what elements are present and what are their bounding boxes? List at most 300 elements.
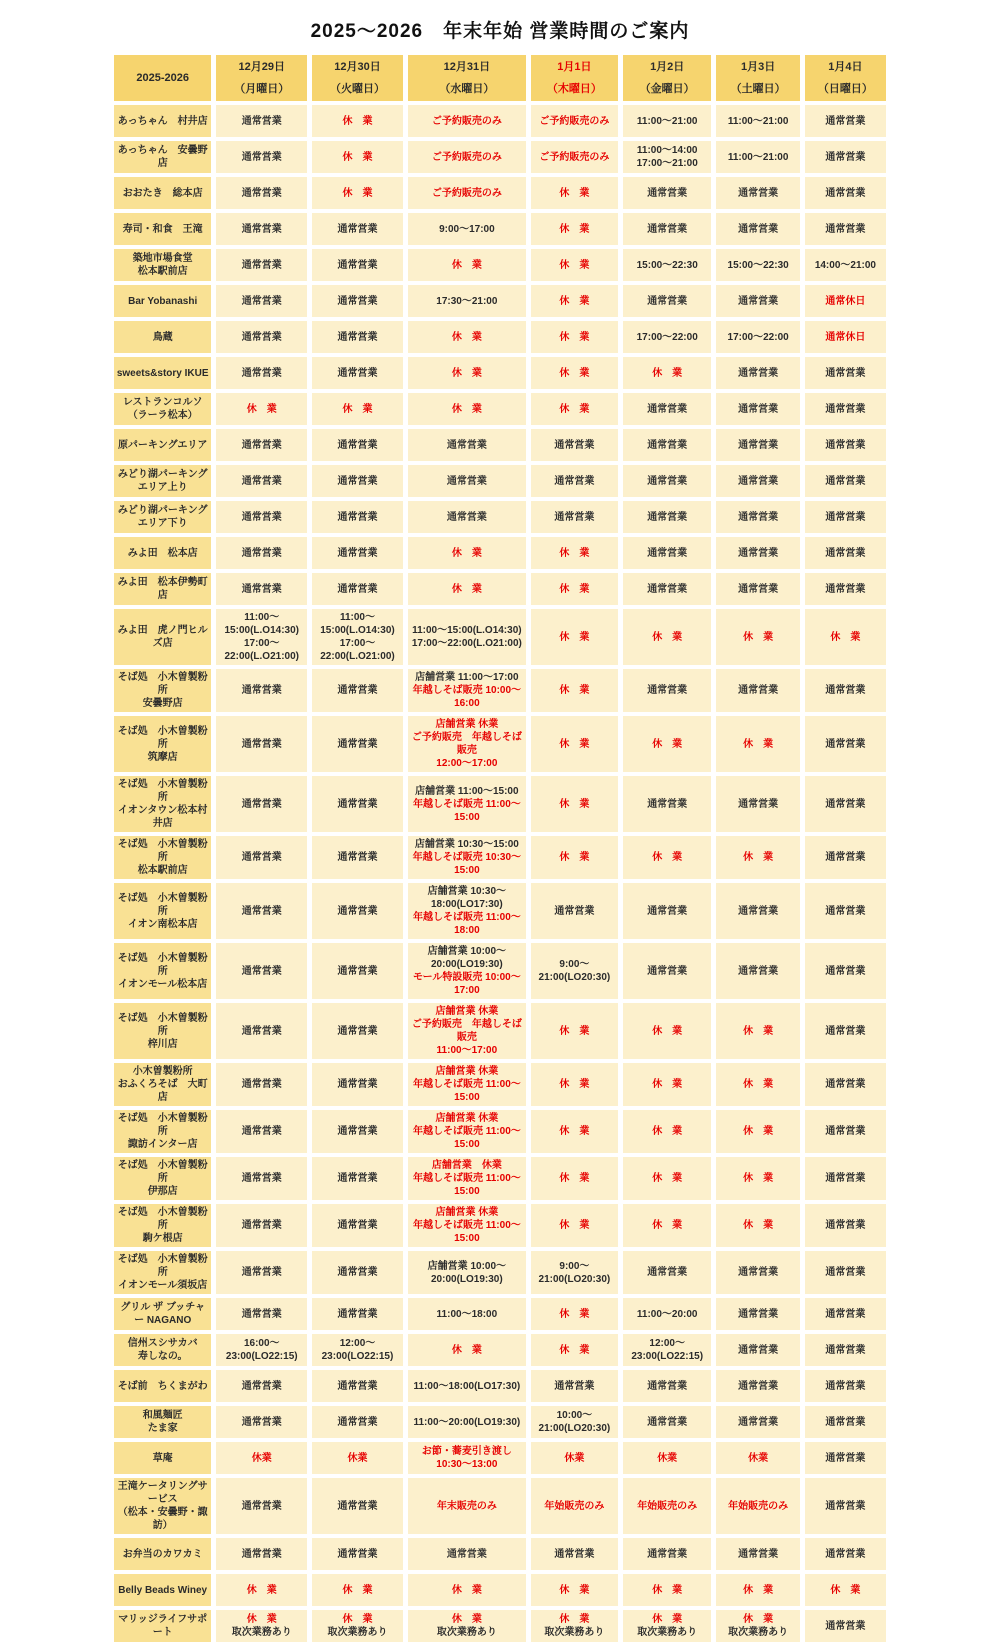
schedule-cell [531, 609, 618, 665]
cell-line: 休 業 [559, 187, 590, 199]
table-row [114, 836, 886, 879]
store-name-cell [114, 1574, 211, 1606]
cell-line: 年越しそば販売 11:00〜15:00 [412, 798, 521, 823]
schedule-cell [716, 1157, 799, 1200]
schedule-cell [312, 883, 403, 939]
schedule-cell [716, 776, 799, 832]
store-name-line: 安曇野店 [142, 698, 183, 709]
cell-line: 通常営業 [241, 798, 282, 810]
cell-line: 休 業 [559, 1584, 590, 1596]
schedule-cell [216, 1157, 307, 1200]
store-name-line: みよ田 松本店 [127, 547, 198, 559]
cell-line: 年越しそば販売 11:00〜15:00 [412, 1220, 521, 1244]
cell-line: 通常営業 [825, 475, 866, 487]
cell-line: 通常営業 [337, 1079, 378, 1090]
schedule-cell [408, 1538, 526, 1570]
schedule-cell [805, 1003, 886, 1059]
table-row [114, 943, 886, 999]
cell-line: 店舗営業 10:00〜20:00(LO19:30) [427, 1260, 507, 1285]
date-header-cell [805, 55, 886, 101]
cell-line: 通常営業 [337, 583, 378, 595]
schedule-cell [408, 1478, 526, 1534]
cell-line: 休 業 [342, 1614, 373, 1625]
cell-line: 通常営業 [647, 965, 688, 977]
schedule-cell [216, 1334, 307, 1366]
store-name-line: （ラーラ松本） [127, 410, 198, 421]
schedule-cell [216, 1442, 307, 1474]
store-name-cell [114, 669, 211, 712]
schedule-cell [216, 213, 307, 245]
cell-line: 休 業 [743, 1614, 774, 1625]
store-name-cell [114, 213, 211, 245]
store-name-cell [114, 1370, 211, 1402]
schedule-cell [312, 429, 403, 461]
schedule-cell [216, 1204, 307, 1247]
cell-line: 休 業 [559, 1344, 590, 1356]
schedule-cell [312, 285, 403, 317]
cell-line: 11:00〜21:00 [636, 115, 698, 127]
schedule-cell [623, 1538, 712, 1570]
schedule-cell [312, 1157, 403, 1200]
cell-line: 通常営業 [241, 1500, 282, 1512]
store-name-line: そば処 小木曽製粉所 [117, 672, 208, 696]
schedule-cell [805, 943, 886, 999]
store-name-line: 草庵 [152, 1452, 173, 1464]
cell-line: 11:00〜20:00 [636, 1308, 698, 1320]
cell-line: モール特設販売 10:00〜17:00 [412, 972, 521, 996]
header-date: 12月29日 [238, 61, 285, 74]
schedule-cell [716, 573, 799, 605]
schedule-cell [805, 573, 886, 605]
schedule-cell [312, 573, 403, 605]
cell-line: 11:00〜14:00 [636, 145, 698, 156]
store-name-cell [114, 716, 211, 772]
header-weekday: （月曜日） [234, 82, 290, 95]
cell-line: 通常営業 [647, 403, 688, 415]
store-name-cell [114, 465, 211, 497]
schedule-cell [623, 716, 712, 772]
cell-line: 通常営業 [241, 965, 282, 977]
cell-line: 通常営業 [337, 1308, 378, 1320]
cell-line: 店舗営業 休業 [435, 1113, 499, 1124]
cell-line: 通常営業 [241, 295, 282, 307]
schedule-cell [216, 1406, 307, 1438]
schedule-cell [216, 1003, 307, 1059]
store-name-line: みよ田 松本伊勢町店 [117, 577, 208, 601]
schedule-cell [408, 573, 526, 605]
store-name-cell [114, 357, 211, 389]
store-name-line: そば処 小木曽製粉所 [117, 725, 208, 750]
schedule-cell [531, 716, 618, 772]
schedule-cell [716, 883, 799, 939]
cell-line: 通常営業 [738, 547, 779, 559]
cell-line: 通常営業 [337, 367, 378, 379]
cell-line: 休 業 [559, 631, 590, 643]
cell-line: 休 業 [743, 738, 774, 750]
cell-line: 休 業 [451, 583, 482, 595]
cell-line: 通常営業 [825, 1220, 866, 1231]
table-header [114, 55, 886, 101]
cell-line: 通常営業 [647, 1380, 688, 1392]
schedule-cell [716, 141, 799, 173]
cell-line: 通常営業 [337, 547, 378, 559]
schedule-cell [623, 501, 712, 533]
store-name-line: そば前 ちくまがわ [117, 1380, 208, 1392]
schedule-cell [408, 1442, 526, 1474]
schedule-cell [408, 357, 526, 389]
schedule-cell [716, 609, 799, 665]
schedule-cell [716, 357, 799, 389]
cell-line: 年越しそば販売 11:00〜18:00 [412, 912, 521, 936]
schedule-cell [216, 285, 307, 317]
cell-line: 通常営業 [446, 511, 487, 523]
cell-line: 休 業 [451, 547, 482, 559]
cell-line: 通常営業 [738, 1416, 779, 1428]
schedule-cell [312, 1538, 403, 1570]
schedule-cell [216, 1574, 307, 1606]
schedule-cell [408, 285, 526, 317]
schedule-cell [408, 883, 526, 939]
table-row [114, 465, 886, 497]
cell-line: 通常営業 [337, 1416, 378, 1428]
table-row [114, 213, 886, 245]
store-name-line: お弁当のカワカミ [122, 1548, 203, 1560]
cell-line: 通常営業 [337, 1267, 378, 1278]
schedule-cell [312, 1334, 403, 1366]
schedule-cell [408, 501, 526, 533]
table-row [114, 141, 886, 173]
table-row [114, 1298, 886, 1330]
table-row [114, 1478, 886, 1534]
schedule-cell [531, 1442, 618, 1474]
store-name-cell [114, 1406, 211, 1438]
cell-line: 休 業 [559, 259, 590, 271]
cell-line: 通常営業 [825, 1620, 866, 1632]
store-name-line: そば処 小木曽製粉所 [117, 1254, 208, 1278]
cell-line: 店舗営業 休業 [435, 719, 499, 730]
schedule-cell [623, 1204, 712, 1247]
schedule-cell [623, 177, 712, 209]
store-name-cell [114, 776, 211, 832]
schedule-cell [805, 285, 886, 317]
cell-line: 休 業 [451, 331, 482, 343]
schedule-cell [531, 836, 618, 879]
schedule-cell [408, 141, 526, 173]
store-name-line: 諏訪インター店 [127, 1139, 198, 1150]
page-title: 2025〜2026 年末年始 営業時間のご案内 [310, 21, 690, 42]
store-name-line: 伊那店 [147, 1186, 178, 1197]
schedule-cell [408, 1063, 526, 1106]
cell-line: 通常営業 [241, 1267, 282, 1278]
schedule-cell [716, 1334, 799, 1366]
cell-line: 通常営業 [554, 511, 595, 523]
store-name-line: sweets&story IKUE [116, 367, 209, 379]
cell-line: 休 業 [743, 1173, 774, 1184]
store-name-line: そば処 小木曽製粉所 [117, 779, 208, 803]
schedule-cell [623, 393, 712, 425]
schedule-cell [805, 1334, 886, 1366]
cell-line: 通常営業 [241, 1079, 282, 1090]
store-name-line: そば処 小木曽製粉所 [117, 952, 208, 977]
store-name-cell [114, 501, 211, 533]
cell-line: 休 業 [342, 1584, 373, 1596]
cell-line: 通常営業 [241, 439, 282, 451]
schedule-cell [312, 669, 403, 712]
header-row [114, 55, 886, 101]
cell-line: ご予約販売 年越しそば販売 [411, 1019, 522, 1043]
schedule-cell [623, 943, 712, 999]
schedule-cell [312, 836, 403, 879]
schedule-cell [805, 1251, 886, 1294]
cell-line: 通常営業 [647, 685, 688, 696]
table-row [114, 1610, 886, 1642]
cell-line: 取次業務あり [436, 1627, 497, 1638]
schedule-cell [716, 1204, 799, 1247]
cell-line: 通常営業 [825, 1548, 866, 1560]
cell-line: 通常営業 [241, 1126, 282, 1137]
store-name-cell [114, 429, 211, 461]
cell-line: 通常営業 [738, 367, 779, 379]
cell-line: 11:00〜15:00(L.O14:30) [320, 612, 395, 636]
cell-line: 通常営業 [825, 115, 866, 127]
schedule-cell [408, 1003, 526, 1059]
cell-line: 取次業務あり [728, 1627, 789, 1638]
schedule-cell [805, 105, 886, 137]
schedule-cell [805, 249, 886, 281]
cell-line: 休 業 [652, 1173, 683, 1184]
cell-line: 取次業務あり [231, 1627, 292, 1638]
schedule-cell [216, 177, 307, 209]
cell-line: 休 業 [652, 1079, 683, 1090]
schedule-cell [408, 393, 526, 425]
schedule-cell [312, 716, 403, 772]
cell-line: 15:00〜22:30 [727, 259, 789, 271]
corner-cell: 2025-2026 [114, 55, 211, 101]
cell-line: 休 業 [559, 738, 590, 750]
schedule-cell [623, 1251, 712, 1294]
cell-line: 通常営業 [825, 1308, 866, 1320]
header-date: 1月2日 [650, 61, 685, 74]
store-name-cell [114, 141, 211, 173]
schedule-cell [408, 105, 526, 137]
cell-line: 9:00〜17:00 [439, 223, 495, 235]
header-weekday: （水曜日） [439, 82, 495, 95]
cell-line: 休 業 [451, 367, 482, 379]
cell-line: 年越しそば販売 11:00〜15:00 [412, 1079, 521, 1103]
cell-line: 休 業 [451, 259, 482, 271]
schedule-cell [716, 716, 799, 772]
store-name-line: あっちゃん 村井店 [117, 115, 208, 127]
store-name-line: グリル ザ ブッチャー NAGANO [120, 1302, 205, 1326]
schedule-cell [623, 357, 712, 389]
cell-line: 休 業 [559, 1220, 590, 1231]
cell-line: 通常営業 [738, 685, 779, 696]
cell-line: 12:00〜23:00(LO22:15) [631, 1338, 704, 1362]
cell-line: 通常営業 [738, 439, 779, 451]
cell-line: 休 業 [652, 738, 683, 750]
schedule-cell [531, 1370, 618, 1402]
schedule-cell [531, 1204, 618, 1247]
cell-line: 取次業務あり [544, 1627, 605, 1638]
cell-line: 休 業 [743, 1220, 774, 1231]
cell-line: 通常営業 [647, 187, 688, 199]
cell-line: 店舗営業 休業 [431, 1160, 502, 1171]
schedule-cell [216, 1110, 307, 1153]
schedule-cell [531, 249, 618, 281]
cell-line: 17:00〜22:00(L.O21:00) [224, 638, 299, 662]
cell-line: 通常営業 [738, 1548, 779, 1560]
schedule-cell [805, 501, 886, 533]
store-name-cell [114, 1334, 211, 1366]
cell-line: 通常営業 [825, 798, 866, 810]
schedule-cell [216, 836, 307, 879]
schedule-cell [805, 537, 886, 569]
cell-line: 通常営業 [738, 905, 779, 917]
schedule-cell [408, 213, 526, 245]
cell-line: 店舗営業 休業 [435, 1207, 499, 1218]
table-row [114, 1370, 886, 1402]
store-name-cell [114, 321, 211, 353]
schedule-cell [312, 1204, 403, 1247]
store-name-line: そば処 小木曽製粉所 [117, 1160, 208, 1184]
schedule-cell [216, 776, 307, 832]
cell-line: 通常営業 [241, 259, 282, 271]
cell-line: 通常営業 [825, 965, 866, 977]
header-weekday: （金曜日） [639, 82, 695, 95]
schedule-cell [312, 609, 403, 665]
cell-line: 通常営業 [738, 403, 779, 415]
cell-line: 店舗営業 休業 [435, 1066, 499, 1077]
cell-line: 休業 [748, 1452, 769, 1464]
cell-line: 通常休日 [825, 331, 866, 343]
cell-line: 通常営業 [337, 295, 378, 307]
schedule-cell [623, 1610, 712, 1642]
schedule-cell [623, 776, 712, 832]
cell-line: 休 業 [743, 852, 774, 863]
schedule-cell [623, 883, 712, 939]
cell-line: 通常営業 [554, 439, 595, 451]
schedule-cell [216, 716, 307, 772]
schedule-cell [408, 177, 526, 209]
cell-line: 通常営業 [738, 1308, 779, 1320]
cell-line: 店舗営業 10:30〜18:00(LO17:30) [427, 886, 507, 910]
cell-line: 休 業 [559, 852, 590, 863]
cell-line: 通常営業 [241, 1173, 282, 1184]
cell-line: 通常営業 [337, 1173, 378, 1184]
schedule-cell [805, 1298, 886, 1330]
store-name-line: 寿司・和食 王滝 [122, 223, 203, 235]
cell-line: 休 業 [559, 547, 590, 559]
cell-line: ご予約販売のみ [431, 187, 502, 199]
cell-line: 通常営業 [825, 439, 866, 451]
store-name-line: あっちゃん 安曇野店 [117, 145, 208, 169]
cell-line: 休 業 [652, 1220, 683, 1231]
schedule-cell [716, 1003, 799, 1059]
schedule-cell [312, 1406, 403, 1438]
schedule-cell [312, 393, 403, 425]
store-name-line: （松本・安曇野・諏訪） [117, 1507, 208, 1531]
schedule-cell [623, 1574, 712, 1606]
store-name-line: 和風麺匠 [142, 1410, 183, 1421]
schedule-cell [716, 249, 799, 281]
cell-line: 通常営業 [825, 1173, 866, 1184]
schedule-cell [805, 1370, 886, 1402]
store-name-line: 信州スシサカバ [127, 1338, 198, 1349]
cell-line: ご予約販売 年越しそば販売 [411, 732, 522, 756]
schedule-cell [216, 501, 307, 533]
store-name-line: イオンタウン松本村井店 [118, 805, 208, 829]
store-name-cell [114, 609, 211, 665]
schedule-cell [623, 1110, 712, 1153]
date-header-cell [312, 55, 403, 101]
schedule-cell [216, 669, 307, 712]
header-date: 12月31日 [443, 61, 491, 74]
table-row [114, 537, 886, 569]
store-name-cell [114, 249, 211, 281]
schedule-cell [623, 429, 712, 461]
cell-line: 休 業 [246, 403, 277, 415]
cell-line: 年越しそば販売 10:00〜16:00 [412, 685, 522, 709]
cell-line: 年越しそば販売 11:00〜15:00 [412, 1126, 521, 1150]
store-name-line: 小木曽製粉所 [132, 1066, 193, 1077]
cell-line: 通常営業 [825, 547, 866, 559]
cell-line: 11:00〜18:00(LO17:30) [413, 1380, 521, 1392]
schedule-cell [531, 1478, 618, 1534]
cell-line: 休 業 [342, 403, 373, 415]
cell-line: 11:00〜17:00 [436, 1045, 498, 1056]
table-row [114, 1406, 886, 1438]
schedule-cell [408, 836, 526, 879]
schedule-cell [408, 776, 526, 832]
store-name-line: 王滝ケータリングサービス [117, 1481, 208, 1505]
table-row [114, 1538, 886, 1570]
cell-line: 通常営業 [241, 1308, 282, 1320]
schedule-cell [408, 465, 526, 497]
schedule-cell [312, 1442, 403, 1474]
cell-line: 休 業 [342, 151, 373, 163]
cell-line: 店舗営業 11:00〜17:00 [415, 672, 519, 683]
schedule-cell [312, 141, 403, 173]
schedule-cell [716, 669, 799, 712]
date-header-cell [623, 55, 712, 101]
schedule-cell [216, 465, 307, 497]
store-name-cell [114, 1478, 211, 1534]
table-row [114, 609, 886, 665]
schedule-cell [623, 609, 712, 665]
schedule-cell [531, 1298, 618, 1330]
schedule-cell [312, 1478, 403, 1534]
cell-line: 通常営業 [241, 905, 282, 917]
store-name-cell [114, 943, 211, 999]
schedule-cell [312, 776, 403, 832]
schedule-cell [312, 321, 403, 353]
cell-line: 通常営業 [647, 295, 688, 307]
cell-line: 休 業 [652, 367, 683, 379]
store-name-cell [114, 177, 211, 209]
store-name-cell [114, 105, 211, 137]
cell-line: 17:00〜22:00(L.O21:00) [320, 638, 395, 662]
schedule-cell [716, 213, 799, 245]
schedule-cell [805, 1157, 886, 1200]
table-row [114, 1334, 886, 1366]
cell-line: 通常営業 [337, 475, 378, 487]
cell-line: 年越しそば販売 10:30〜15:00 [412, 852, 522, 876]
schedule-cell [716, 105, 799, 137]
date-header-cell [408, 55, 526, 101]
schedule-cell [716, 321, 799, 353]
schedule-cell [531, 177, 618, 209]
schedule-cell [623, 1442, 712, 1474]
